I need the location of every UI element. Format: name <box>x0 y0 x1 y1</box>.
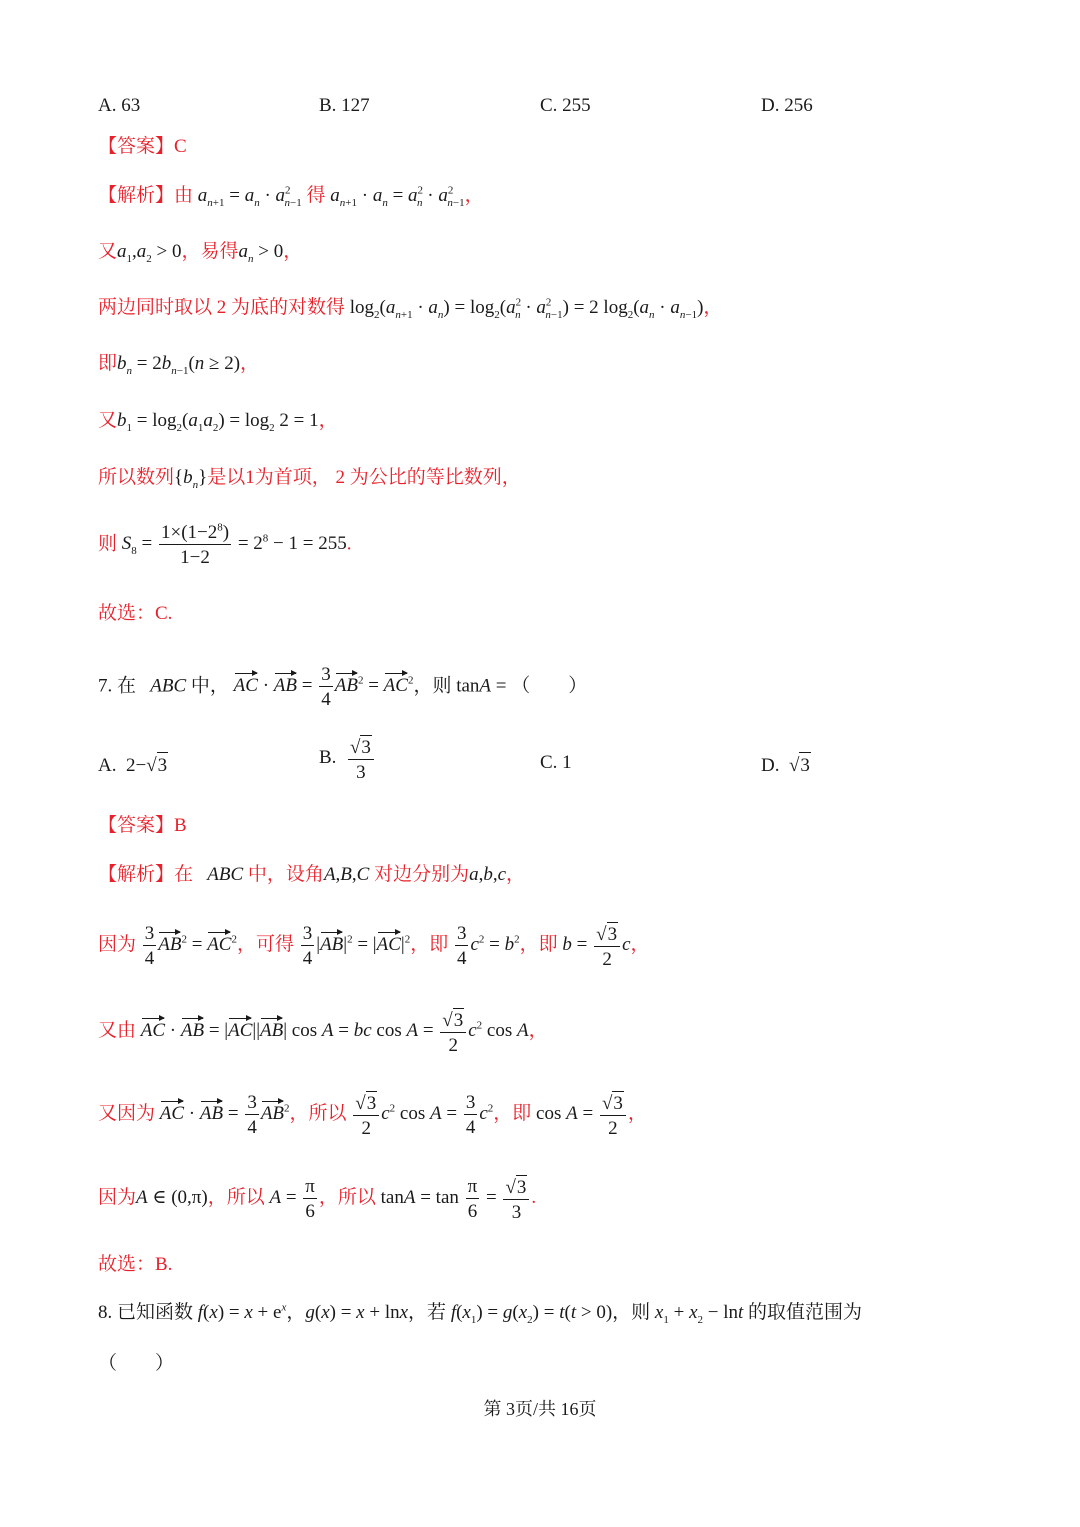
formula: AC · AB = $\frac{3}{4}$ $AB^2 = AC^2$ <box>233 664 414 710</box>
text: 2 为公比的等比数列， <box>335 467 521 488</box>
text: ，所以 <box>289 1102 347 1124</box>
text: ，则 <box>612 1302 651 1323</box>
text: 又由 <box>98 1019 137 1041</box>
text: 在 <box>117 675 137 697</box>
text: 因为 <box>98 933 137 955</box>
formula: $\log_2(a_{n+1} \cdot a_n) = \log_2(a^2_n \cdot a^2_{n-1}) = 2$ $\log_2(a_n \cdot a_{n-1})$ <box>349 296 704 321</box>
text: 是以1为首项， <box>207 467 331 488</box>
q6-analysis-line-1: 【解析】由 $a_{n+1} = a_n \cdot a^2_{n-1}$ 得 $a_{n+1} \cdot a_n = a^2_n \cdot a^2_{n-1}$， <box>98 184 484 209</box>
text: ，所以 <box>207 1186 265 1208</box>
q6-analysis-line-2: 又$a_1,a_2 > 0$，易得$a_n > 0$， <box>98 241 303 265</box>
q6-analysis-line-7: 则 $S_8$ = $\frac{1\times(1-2^8)}{1-2}$ = $2^8 - 1 = 255$. <box>98 521 352 568</box>
text: ，所以 <box>318 1186 376 1208</box>
option-label: B. <box>319 746 337 768</box>
q6-option-c: C. 255 <box>540 95 591 116</box>
question-number: 7. <box>98 675 113 697</box>
q7-option-a: A. 2−√ 3 <box>98 752 168 777</box>
text-ze: 则 <box>98 533 118 555</box>
q7-analysis-line-3: 又由 AC · AB = |AC||AB| cos A = bc cos A = √ 3 2 $c^2$ cos A， <box>98 1010 548 1056</box>
answer-value: B <box>174 815 187 836</box>
formula-s8: $S_8$ = $\frac{1\times(1-2^8)}{1-2}$ = $2^8 - 1 = 255$ <box>121 521 347 568</box>
answer-value: C <box>174 136 187 157</box>
text: 在 <box>174 864 194 885</box>
q6-choose: 故选：C. <box>98 603 173 624</box>
q6-analysis-line-5: 又$b_1 = \log_2(a_1a_2) = \log_2 2 = 1$， <box>98 410 338 434</box>
option-label: D. <box>761 755 780 776</box>
text-de: 得 <box>306 185 326 206</box>
page-footer: 第 3页/共 16页 <box>483 1399 597 1419</box>
q6-analysis-line-3: 两边同时取以 2 为底的对数得 $\log_2(a_{n+1} \cdot a_n) = \log_2(a^2_n \cdot a^2_{n-1}) = 2$ $\log_2(a_n \cdot a_{n-1})$， <box>98 296 723 321</box>
text: 所以数列 <box>98 467 175 488</box>
text: 中，设角 <box>247 864 324 885</box>
q6-analysis-line-4: 即$b_n = 2b_{n-1}(n \ge 2)$， <box>98 353 260 377</box>
formula: $a_{n+1} = a_n \cdot a^2_{n-1}$ <box>197 184 302 209</box>
text: ，即 <box>493 1102 532 1124</box>
q6-analysis-line-6: 所以数列$\{b_n\}$是以1为首项， 2 为公比的等比数列， <box>98 467 521 491</box>
q6-option-a: A. 63 <box>98 95 141 116</box>
text-easy: ，易得 <box>181 241 239 262</box>
paren: （ ） <box>511 675 588 697</box>
answer-label: 【答案】 <box>98 815 175 836</box>
q7-analysis-line-2: 因为 $\frac{3}{4}$ $AB^2 = AC^2$，可得 $\frac{3}{4}$ $|AB|^2 = |AC|^2$，即 $\frac{3}{4}$ $c^2 = b^2$，即 b = √ 3 2 c， <box>98 922 650 970</box>
text: 对边分别为 <box>374 864 470 885</box>
q7-option-b: B. √ 3 3 <box>319 735 376 782</box>
text: 中， <box>190 675 229 697</box>
question-number: 8. <box>98 1302 113 1323</box>
text: ，即 <box>410 933 449 955</box>
text-you: 由 <box>174 185 194 206</box>
text-you: 又 <box>98 241 118 262</box>
q7-stem: 7. 在 ABC 中， AC · AB = $\frac{3}{4}$ $AB^2 = AC^2$，则 tanA = （ ） <box>98 664 588 710</box>
text: 的取值范围为 <box>748 1302 863 1323</box>
text: 已知函数 <box>117 1302 194 1323</box>
q7-answer <box>98 816 187 835</box>
text: ，若 <box>408 1302 447 1323</box>
text: ，可得 <box>236 933 294 955</box>
text-log: 两边同时取以 2 为底的对数得 <box>98 297 346 318</box>
text-ji: 即 <box>98 353 118 374</box>
option-label: A. <box>98 755 117 776</box>
q7-analysis-line-1: 【解析】在 ABC 中，设角A,B,C 对边分别为a,b,c， <box>98 864 526 885</box>
q8-paren: （ ） <box>98 1353 175 1374</box>
q6-answer <box>98 137 187 156</box>
q7-analysis-line-5: 因为A ∈ (0,π)，所以 A = $\frac{\pi}{6}$ ，所以 tanA = tan $\frac{\pi}{6}$ = √ 3 3 . <box>98 1175 537 1223</box>
text: ，则 <box>413 675 452 697</box>
text: 又因为 <box>98 1102 156 1124</box>
q7-analysis-line-4: 又因为 AC · AB = $\frac{3}{4}$ $AB^2$，所以 √ 3 2 $c^2$ cos A = $\frac{3}{4}$ $c^2$，即 cos A = √ 3 2 ， <box>98 1091 647 1139</box>
q6-option-b: B. 127 <box>319 95 370 116</box>
answer-label: 【答案】 <box>98 136 175 157</box>
q7-choose: 故选：B. <box>98 1254 173 1275</box>
q6-option-d: D. 256 <box>761 95 813 116</box>
formula: $a_{n+1} \cdot a_n = a^2_n \cdot a^2_{n-1}$ <box>330 184 465 209</box>
analysis-label: 【解析】 <box>98 185 175 206</box>
text: ，即 <box>519 933 558 955</box>
text: 因为 <box>98 1186 137 1208</box>
analysis-label: 【解析】 <box>98 864 175 885</box>
q7-option-c: C. 1 <box>540 752 572 773</box>
q8-stem: 8. 已知函数 $f(x) = x + e^x$，g(x) = x + lnx，若 $f(x_1) = g(x_2) = t(t > 0)$，则 $x_1 + x_2 - \ln t$ 的取值范围为 <box>98 1301 863 1326</box>
q7-option-d: D. √ 3 <box>761 752 811 777</box>
text-you: 又 <box>98 410 118 431</box>
